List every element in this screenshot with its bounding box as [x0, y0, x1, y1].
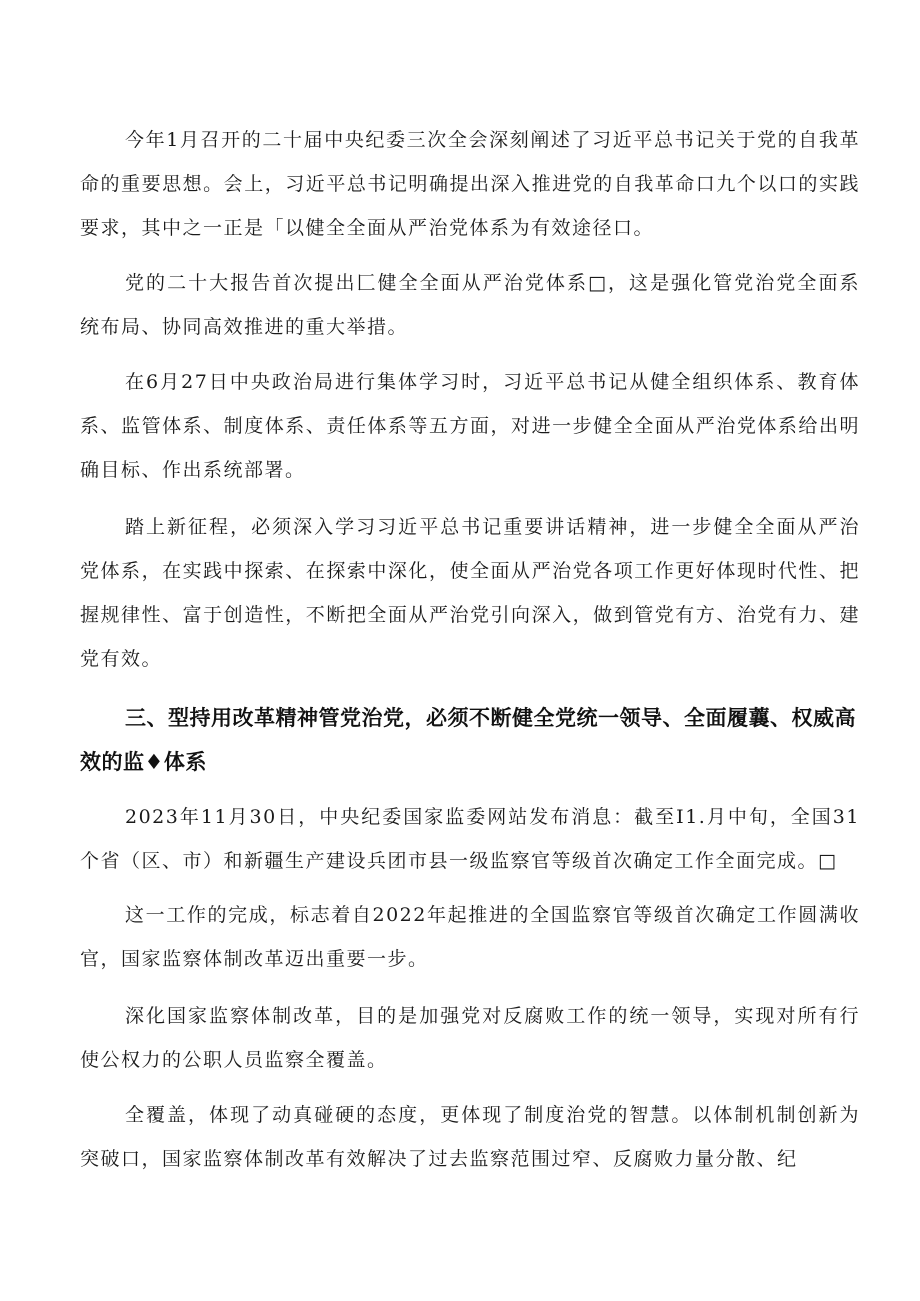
paragraph-8: 全覆盖，体现了动真碰硬的态度，更体现了制度治党的智慧。以体制机制创新为突破口，国家监察体制改革有效解决了过去监察范围过窄、反腐败力量分散、纪: [80, 1104, 860, 1170]
paragraph-3: 在6月27日中央政治局进行集体学习时，习近平总书记从健全组织体系、教育体系、监管体系、制度体系、责任体系等五方面，对进一步健全全面从严治党体系给出明确目标、作出系统部署。: [80, 371, 860, 481]
paragraph-5: 2023年11月30日，中央纪委国家监委网站发布消息：截至I1.月中旬，全国31个省（区、市）和新疆生产建设兵团市县一级监察官等级首次确定工作全面完成。□: [80, 806, 860, 872]
paragraph-4: 踏上新征程，必须深入学习习近平总书记重要讲话精神，进一步健全全面从严治党体系，在实践中探索、在探索中深化，使全面从严治党各项工作更好体现时代性、把握规律性、富于创造性，不断把全面从严治党引向深入，做到管党有方、治党有力、建党有效。: [80, 516, 860, 670]
paragraph-7: 深化国家监察体制改革，目的是加强党对反腐败工作的统一领导，实现对所有行使公权力的公职人员监察全覆盖。: [80, 1005, 860, 1071]
paragraph-1: 今年1月召开的二十届中央纪委三次全会深刻阐述了习近平总书记关于党的自我革命的重要思想。会上，习近平总书记明确提出深入推进党的自我革命口九个以口的实践要求，其中之一正是「以健全全面从严治党体系为有效途径口。: [80, 129, 860, 239]
paragraph-2: 党的二十大报告首次提出匚健全全面从严治党体系□，这是强化管党治党全面系统布局、协同高效推进的重大举措。: [80, 272, 860, 338]
section-heading-3: 三、型持用改革精神管党治党，必须不断健全党统一领导、全面履蘘、权威高效的监♦体系: [80, 706, 856, 774]
paragraph-6: 这一工作的完成，标志着自2022年起推进的全国监察官等级首次确定工作圆满收官，国家监察体制改革迈出重要一步。: [80, 904, 860, 970]
